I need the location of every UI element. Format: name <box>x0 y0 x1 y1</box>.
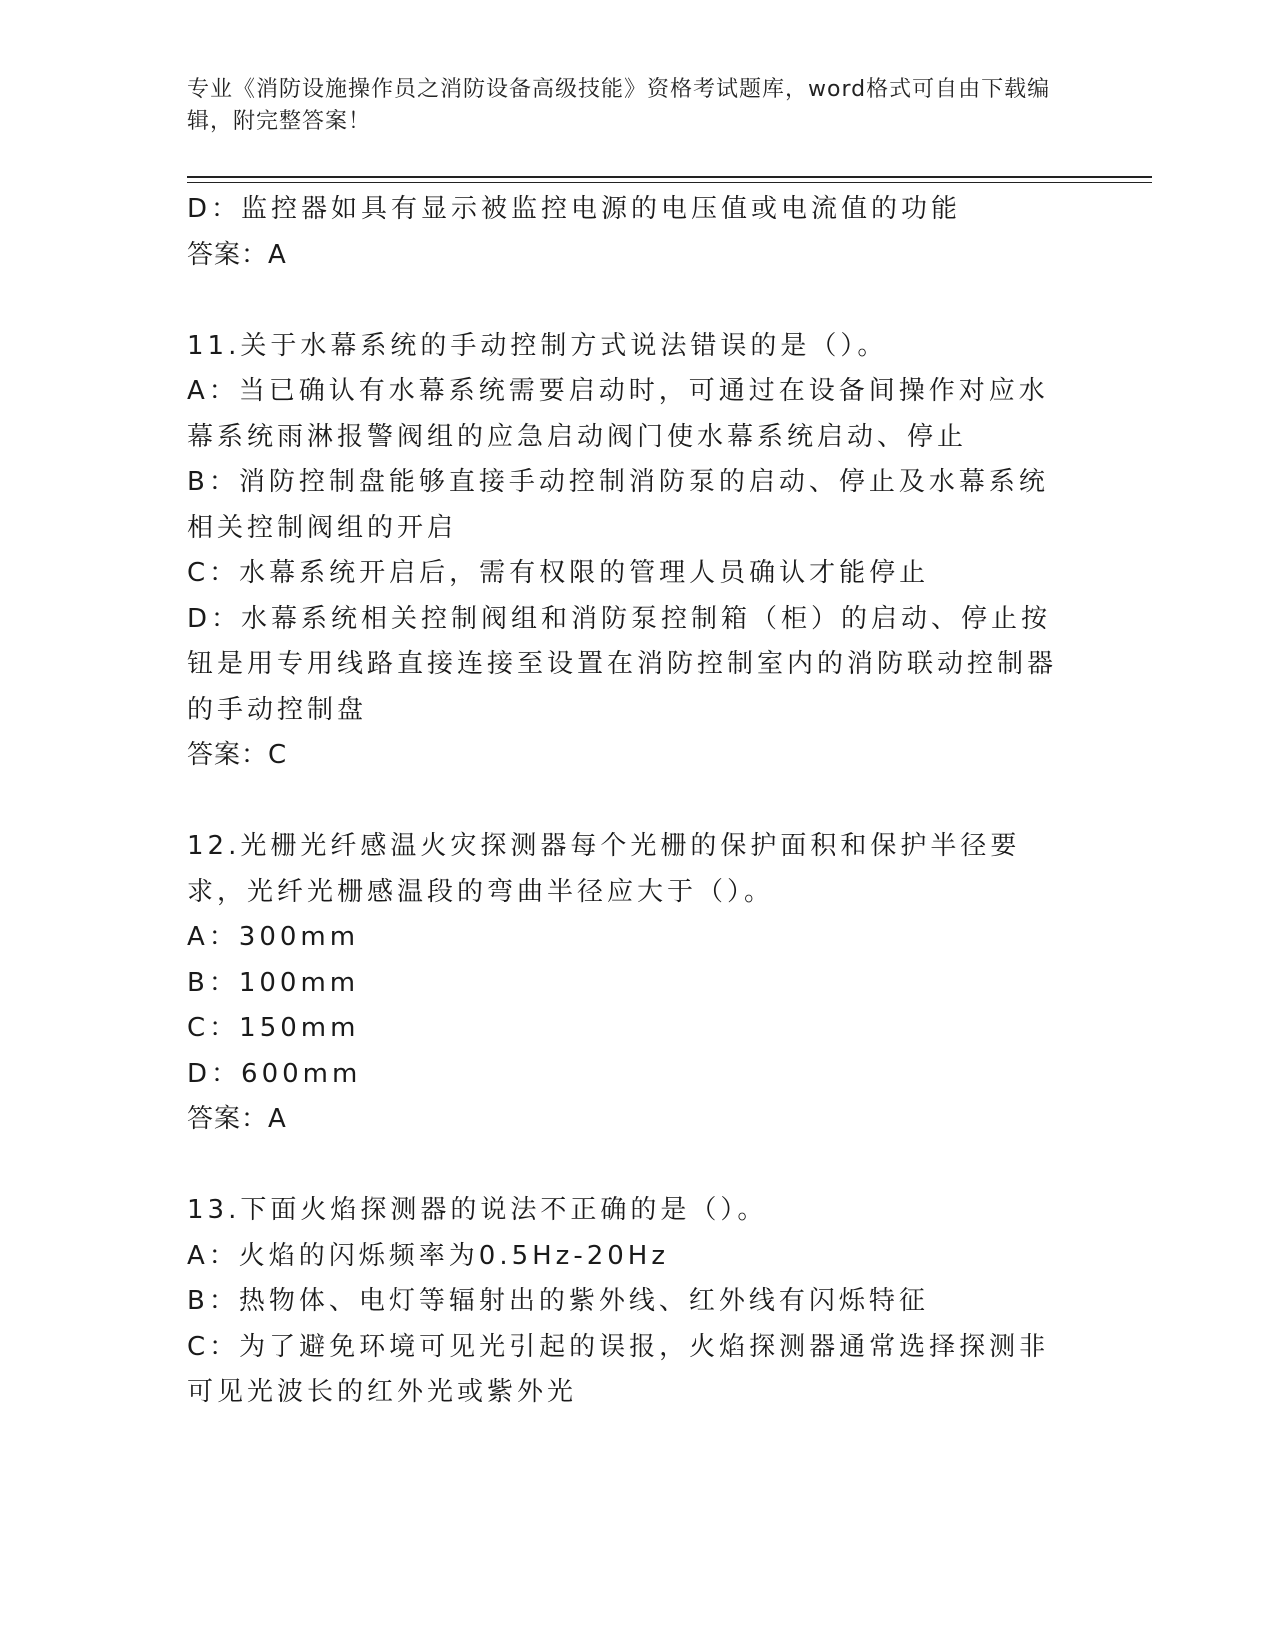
document-header: 专业《消防设施操作员之消防设备高级技能》资格考试题库，word格式可自由下载编辑，附完整答案！ <box>187 77 1051 134</box>
option-c: C：为了避免环境可见光引起的误报，火焰探测器通常选择探测非可见光波长的红外光或紫外光 <box>187 1331 1050 1407</box>
question-stem: 11.关于水幕系统的手动控制方式说法错误的是（）。 <box>187 330 888 361</box>
option-b: B：热物体、电灯等辐射出的紫外线、红外线有闪烁特征 <box>187 1286 929 1316</box>
answer: 答案：A <box>187 1104 287 1134</box>
question-content <box>187 187 1077 1416</box>
spacer <box>187 278 1077 324</box>
header-divider-thick <box>187 176 1152 178</box>
option-b: B：消防控制盘能够直接手动控制消防泵的启动、停止及水幕系统相关控制阀组的开启 <box>187 467 1049 543</box>
answer: 答案：A <box>187 239 287 270</box>
option-c: C：150mm <box>187 1013 360 1043</box>
option-d: D：监控器如具有显示被监控电源的电压值或电流值的功能 <box>187 194 962 224</box>
option-d: D：600mm <box>187 1058 362 1089</box>
option-c: C：水幕系统开启后，需有权限的管理人员确认才能停止 <box>187 558 930 588</box>
spacer <box>187 1143 1077 1189</box>
header-divider-thin <box>187 182 1152 183</box>
question-12 <box>187 824 1077 1143</box>
question-stem: 13.下面火焰探测器的说法不正确的是（）。 <box>187 1195 768 1225</box>
option-b: B：100mm <box>187 967 360 998</box>
answer: 答案：C <box>187 740 288 770</box>
option-a: A：当已确认有水幕系统需要启动时，可通过在设备间操作对应水幕系统雨淋报警阀组的应急启动阀门使水幕系统启动、停止 <box>187 376 1049 452</box>
question-stem: 12.光栅光纤感温火灾探测器每个光栅的保护面积和保护半径要求，光纤光栅感温段的弯曲半径应大于（）。 <box>187 831 1021 907</box>
option-a: A：火焰的闪烁频率为0.5Hz-20Hz <box>187 1240 669 1271</box>
question-13 <box>187 1188 1077 1416</box>
question-11 <box>187 324 1077 779</box>
option-d: D：水幕系统相关控制阀组和消防泵控制箱（柜）的启动、停止按钮是用专用线路直接连接至设置在消防控制室内的消防联动控制器的手动控制盘 <box>187 603 1058 725</box>
spacer <box>187 779 1077 825</box>
option-a: A：300mm <box>187 922 360 952</box>
